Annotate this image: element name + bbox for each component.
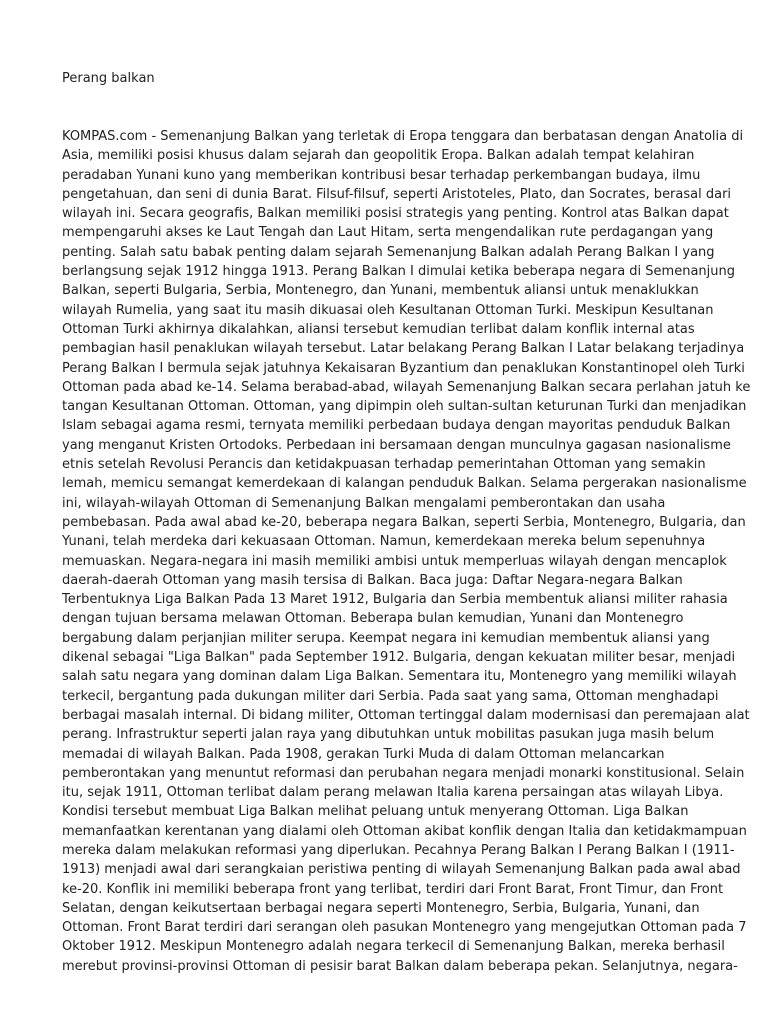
body-text-line: wilayah ini. Secara geografis, Balkan memiliki posisi strategis yang penting. Kontrol atas Balkan dapat [62, 206, 729, 222]
body-text-line: Oktober 1912. Meskipun Montenegro adalah negara terkecil di Semenanjung Balkan, mereka berhasil [62, 939, 725, 955]
body-text-line: Kondisi tersebut membuat Liga Balkan melihat peluang untuk menyerang Ottoman. Liga Balkan [62, 804, 689, 820]
body-text-line: lemah, memicu semangat kemerdekaan di kalangan penduduk Balkan. Selama pergerakan nasionalisme [62, 476, 747, 492]
body-text-line: yang menganut Kristen Ortodoks. Perbedaan ini bersamaan dengan munculnya gagasan nasionalisme [62, 437, 731, 453]
body-text-line: merebut provinsi-provinsi Ottoman di pesisir barat Balkan dalam beberapa pekan. Selanjutnya, negara- [62, 958, 738, 974]
body-text-line: pengetahuan, dan seni di dunia Barat. Filsuf-filsuf, seperti Aristoteles, Plato, dan Socrates, berasal dari [62, 186, 732, 202]
body-text-line: ini, wilayah-wilayah Ottoman di Semenanjung Balkan mengalami pemberontakan dan usaha [62, 495, 666, 511]
body-text-line: memuaskan. Negara-negara ini masih memiliki ambisi untuk memperluas wilayah dengan mencaplok [62, 553, 727, 569]
document-body [62, 127, 751, 976]
body-text-line: pembagian hasil penaklukan wilayah tersebut. Latar belakang Perang Balkan I Latar belakang terjadinya [62, 341, 745, 357]
body-text-line: berbagai masalah internal. Di bidang militer, Ottoman tertinggal dalam modernisasi dan peremajaan alat [62, 707, 750, 723]
body-text-line: tangan Kesultanan Ottoman. Ottoman, yang dipimpin oleh sultan-sultan keturunan Turki dan menjadikan [62, 399, 747, 415]
body-text-line: memanfaatkan kerentanan yang dialami oleh Ottoman akibat konflik dengan Italia dan ketidakmampuan [62, 823, 747, 839]
body-text-line: peradaban Yunani kuno yang memberikan kontribusi besar terhadap perkembangan budaya, ilmu [62, 167, 701, 183]
body-text-line: mempengaruhi akses ke Laut Tengah dan Laut Hitam, serta mengendalikan rute perdagangan yang [62, 225, 714, 241]
body-text-line: Asia, memiliki posisi khusus dalam sejarah dan geopolitik Eropa. Balkan adalah tempat kelahiran [62, 148, 695, 164]
body-text-line: Ottoman. Front Barat terdiri dari serangan oleh pasukan Montenegro yang mengejutkan Ottoman pada 7 [62, 920, 747, 936]
body-text-line: Ottoman pada abad ke-14. Selama berabad-abad, wilayah Semenanjung Balkan secara perlahan jatuh ke [62, 379, 751, 395]
body-text-line: ke-20. Konflik ini memiliki beberapa front yang terlibat, terdiri dari Front Barat, Front Timur, dan Front [62, 881, 724, 897]
body-text-line: penting. Salah satu babak penting dalam sejarah Semenanjung Balkan adalah Perang Balkan I yang [62, 244, 715, 260]
body-text-line: wilayah Rumelia, yang saat itu masih dikuasai oleh Kesultanan Ottoman Turki. Meskipun Kesultanan [62, 302, 714, 318]
body-text-line: memadai di wilayah Balkan. Pada 1908, gerakan Turki Muda di dalam Ottoman melancarkan [62, 746, 665, 762]
document-title: Perang balkan [62, 71, 155, 86]
body-text-line: perang. Infrastruktur seperti jalan raya yang dibutuhkan untuk mobilitas pasukan juga masih belum [62, 727, 715, 743]
body-text-line: salah satu negara yang dominan dalam Liga Balkan. Sementara itu, Montenegro yang memiliki wilayah [62, 669, 737, 685]
body-text-line: Balkan, seperti Bulgaria, Serbia, Montenegro, dan Yunani, membentuk aliansi untuk menaklukkan [62, 283, 699, 299]
body-text-line: Perang Balkan I bermula sejak jatuhnya Kekaisaran Byzantium dan penaklukan Konstantinopel oleh Turki [62, 360, 745, 376]
body-text-line: dengan tujuan bersama melawan Ottoman. Beberapa bulan kemudian, Yunani dan Montenegro [62, 611, 684, 627]
body-text-line: Islam sebagai agama resmi, ternyata memiliki perbedaan budaya dengan mayoritas penduduk Balkan [62, 418, 731, 434]
body-text-line: Yunani, telah merdeka dari kekuasaan Ottoman. Namun, kemerdekaan mereka belum sepenuhnya [62, 534, 706, 550]
body-text-line: 1913) menjadi awal dari serangkaian peristiwa penting di wilayah Semenanjung Balkan pada awal abad [62, 862, 741, 878]
body-text-line: Ottoman Turki akhirnya dikalahkan, aliansi tersebut kemudian terlibat dalam konflik internal atas [62, 321, 695, 337]
body-text-line: pemberontakan yang menuntut reformasi dan perubahan negara menjadi monarki konstitusional. Selain [62, 765, 745, 781]
body-text-line: dikenal sebagai "Liga Balkan" pada September 1912. Bulgaria, dengan kekuatan militer besar, menjadi [62, 650, 736, 666]
body-text-line: pembebasan. Pada awal abad ke-20, beberapa negara Balkan, seperti Serbia, Montenegro, Bulgaria, dan [62, 514, 746, 530]
body-text-line: Selatan, dengan keikutsertaan berbagai negara seperti Montenegro, Serbia, Bulgaria, Yunani, dan [62, 900, 700, 916]
body-text-line: itu, sejak 1911, Ottoman terlibat dalam perang melawan Italia karena persaingan atas wilayah Libya. [62, 785, 724, 801]
body-text-line: KOMPAS.com - Semenanjung Balkan yang terletak di Eropa tenggara dan berbatasan dengan Anatolia di [62, 129, 744, 144]
body-text-line: terkecil, bergantung pada dukungan militer dari Serbia. Pada saat yang sama, Ottoman menghadapi [62, 688, 719, 704]
body-text-line: berlangsung sejak 1912 hingga 1913. Perang Balkan I dimulai ketika beberapa negara di Semenanjung [62, 264, 735, 280]
body-text-line: etnis setelah Revolusi Perancis dan ketidakpuasan terhadap pemerintahan Ottoman yang semakin [62, 457, 706, 473]
body-text-line: bergabung dalam perjanjian militer serupa. Keempat negara ini kemudian membentuk aliansi yang [62, 630, 710, 646]
body-text-line: Terbentuknya Liga Balkan Pada 13 Maret 1912, Bulgaria dan Serbia membentuk aliansi militer rahasia [62, 592, 728, 608]
body-text-line: mereka dalam melakukan reformasi yang diperlukan. Pecahnya Perang Balkan I Perang Balkan I (1911- [62, 842, 735, 858]
body-text-line: daerah-daerah Ottoman yang masih tersisa di Balkan. Baca juga: Daftar Negara-negara Balkan [62, 572, 683, 588]
